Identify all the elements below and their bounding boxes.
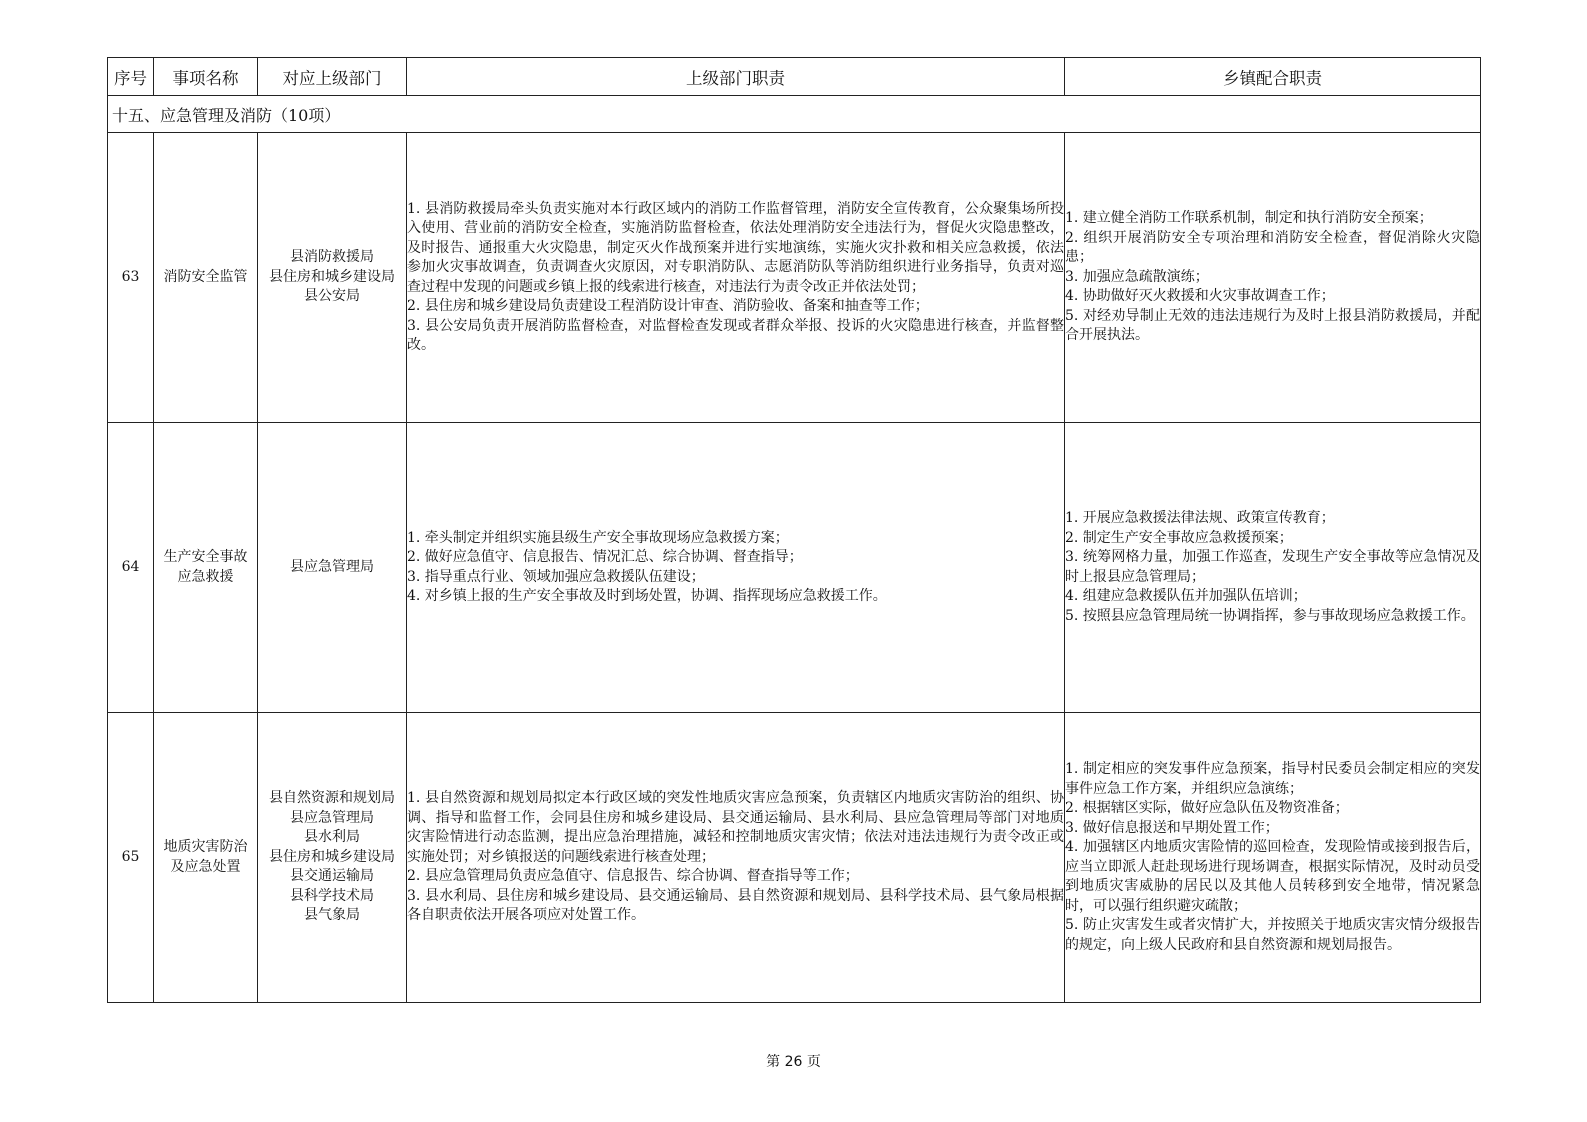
upper-departments bbox=[258, 713, 407, 1003]
table-row bbox=[108, 713, 1481, 1003]
department: 县气象局 bbox=[304, 907, 360, 924]
department: 县应急管理局 bbox=[290, 809, 374, 826]
department: 县消防救援局 bbox=[290, 249, 374, 266]
duty-item: 1. 县消防救援局牵头负责实施对本行政区域内的消防工作监督管理，消防安全宣传教育，公众聚集场所投入使用、营业前的消防安全检查，实施消防监督检查，依法处理消防安全违法行为，督促火灾隐患整改，及时报告、通报重大火灾隐患，制定灭火作战预案并进行实地演练，实施火灾扑救和相关应急救援，依法参加火灾事故调查，负责调查火灾原因，对专职消防队、志愿消防队等消防组织进行业务指导，负责对巡查过程中发现的问题或乡镇上报的线索进行核查，对违法行为责令改正并依法处罚； bbox=[407, 200, 1064, 295]
row-number: 64 bbox=[108, 423, 154, 713]
department: 县应急管理局 bbox=[290, 558, 374, 575]
department: 县住房和城乡建设局 bbox=[269, 268, 395, 285]
town-duties bbox=[1065, 713, 1481, 1003]
duty-item: 2. 县住房和城乡建设局负责建设工程消防设计审查、消防验收、备案和抽查等工作； bbox=[407, 298, 929, 314]
header-no: 序号 bbox=[108, 58, 154, 96]
department: 县交通运输局 bbox=[290, 868, 374, 885]
duty-item: 5. 防止灾害发生或者灾情扩大，并按照关于地质灾害灾情分级报告的规定，向上级人民政府和县自然资源和规划局报告。 bbox=[1065, 917, 1480, 953]
duty-item: 3. 做好信息报送和早期处置工作； bbox=[1065, 819, 1279, 836]
upper-duties bbox=[407, 423, 1065, 713]
row-number: 65 bbox=[108, 713, 154, 1003]
department: 县自然资源和规划局 bbox=[269, 790, 395, 807]
upper-duties bbox=[407, 713, 1065, 1003]
duty-item: 5. 对经劝导制止无效的违法违规行为及时上报县消防救援局，并配合开展执法。 bbox=[1065, 307, 1480, 344]
duty-item: 3. 统筹网格力量，加强工作巡查，发现生产安全事故等应急情况及时上报县应急管理局； bbox=[1065, 549, 1480, 585]
header-item-name: 事项名称 bbox=[154, 58, 258, 96]
department: 县公安局 bbox=[304, 288, 360, 305]
item-name bbox=[154, 133, 258, 423]
duty-item: 2. 组织开展消防安全专项治理和消防安全检查，督促消除火灾隐患； bbox=[1065, 229, 1480, 266]
duty-item: 3. 加强应急疏散演练； bbox=[1065, 268, 1209, 285]
duty-item: 2. 县应急管理局负责应急值守、信息报告、综合协调、督查指导等工作； bbox=[407, 868, 859, 885]
header-row bbox=[108, 58, 1481, 96]
duty-item: 4. 协助做好灭火救援和火灾事故调查工作； bbox=[1065, 288, 1335, 305]
duty-item: 2. 根据辖区实际，做好应急队伍及物资准备； bbox=[1065, 800, 1349, 816]
upper-duties bbox=[407, 133, 1065, 423]
duty-item: 5. 按照县应急管理局统一协调指挥，参与事故现场应急救援工作。 bbox=[1065, 607, 1475, 624]
responsibility-table bbox=[107, 57, 1481, 1003]
department: 县科学技术局 bbox=[290, 887, 374, 904]
department: 县住房和城乡建设局 bbox=[269, 848, 395, 865]
duty-item: 4. 对乡镇上报的生产安全事故及时到场处置，协调、指挥现场应急救援工作。 bbox=[407, 588, 887, 604]
header-upper-dept: 对应上级部门 bbox=[258, 58, 407, 96]
table-row bbox=[108, 133, 1481, 423]
item-name-line: 应急救援 bbox=[177, 568, 234, 585]
duty-item: 3. 县水利局、县住房和城乡建设局、县交通运输局、县自然资源和规划局、县科学技术局、县气象局根据各自职责依法开展各项应对处置工作。 bbox=[407, 887, 1064, 924]
duty-item: 4. 组建应急救援队伍并加强队伍培训； bbox=[1065, 588, 1307, 604]
header-town-duties: 乡镇配合职责 bbox=[1065, 58, 1481, 96]
upper-departments bbox=[258, 133, 407, 423]
duty-item: 3. 指导重点行业、领域加强应急救援队伍建设； bbox=[407, 568, 705, 585]
page-number: 第 26 页 bbox=[766, 1054, 821, 1070]
section-title: 十五、应急管理及消防（10项） bbox=[108, 96, 1481, 133]
item-name-line: 消防安全监管 bbox=[163, 268, 248, 285]
duty-item: 1. 制定相应的突发事件应急预案，指导村民委员会制定相应的突发事件应急工作方案，并组织应急演练； bbox=[1065, 761, 1480, 797]
item-name-line: 生产安全事故 bbox=[163, 549, 248, 565]
row-number: 63 bbox=[108, 133, 154, 423]
section-row bbox=[108, 96, 1481, 133]
upper-departments bbox=[258, 423, 407, 713]
duty-item: 1. 开展应急救援法律法规、政策宣传教育； bbox=[1065, 510, 1335, 526]
item-name-line: 地质灾害防治 bbox=[163, 839, 248, 855]
department: 县水利局 bbox=[304, 829, 360, 846]
item-name bbox=[154, 713, 258, 1003]
duty-item: 1. 县自然资源和规划局拟定本行政区域的突发性地质灾害应急预案，负责辖区内地质灾害防治的组织、协调、指导和监督工作，会同县住房和城乡建设局、县交通运输局、县水利局、县应急管理局等部门对地质灾害险情进行动态监测，提出应急治理措施，减轻和控制地质灾害灾情；依法对违法违规行为责令改正或实施处罚；对乡镇报送的问题线索进行核查处理； bbox=[407, 790, 1064, 865]
duty-item: 2. 做好应急值守、信息报告、情况汇总、综合协调、督查指导； bbox=[407, 549, 803, 565]
duty-item: 3. 县公安局负责开展消防监督检查，对监督检查发现或者群众举报、投诉的火灾隐患进行核查，并监督整改。 bbox=[407, 317, 1064, 353]
table-row bbox=[108, 423, 1481, 713]
duty-item: 4. 加强辖区内地质灾害险情的巡回检查，发现险情或接到报告后，应当立即派人赶赴现场进行现场调查，根据实际情况，及时动员受到地质灾害威胁的居民以及其他人员转移到安全地带，情况紧急时，可以强行组织避灾疏散； bbox=[1065, 839, 1480, 914]
item-name bbox=[154, 423, 258, 713]
header-upper-duties: 上级部门职责 bbox=[407, 58, 1065, 96]
town-duties bbox=[1065, 133, 1481, 423]
duty-item: 2. 制定生产安全事故应急救援预案； bbox=[1065, 529, 1293, 546]
town-duties bbox=[1065, 423, 1481, 713]
item-name-line: 及应急处置 bbox=[170, 858, 241, 875]
duty-item: 1. 牵头制定并组织实施县级生产安全事故现场应急救援方案； bbox=[407, 529, 789, 546]
duty-item: 1. 建立健全消防工作联系机制，制定和执行消防安全预案； bbox=[1065, 210, 1433, 227]
